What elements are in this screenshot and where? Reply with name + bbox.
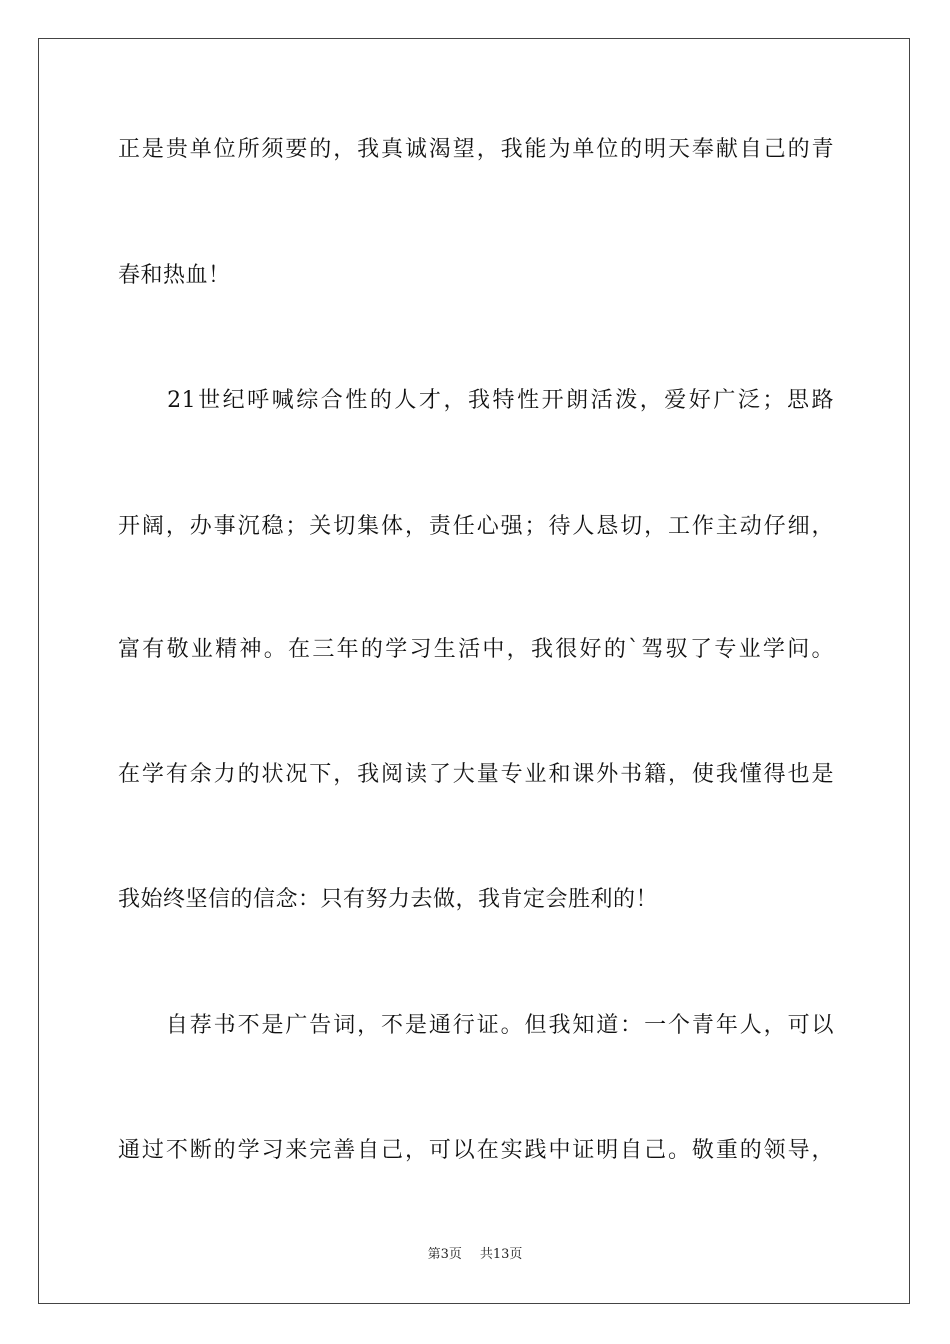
page-total: 共13页 bbox=[479, 1247, 523, 1262]
page-footer bbox=[0, 1246, 950, 1264]
text-line-9: 通过不断的学习来完善自己，可以在实践中证明自己。敬重的领导， bbox=[118, 1138, 834, 1163]
text-line-2: 春和热血！ bbox=[118, 263, 231, 288]
page-number: 第3页 bbox=[427, 1247, 462, 1262]
text-line-3: 21世纪呼喊综合性的人才，我特性开朗活泼，爱好广泛；思路 bbox=[118, 388, 834, 413]
text-line-1: 正是贵单位所须要的，我真诚渴望，我能为单位的明天奉献自己的青 bbox=[118, 137, 834, 162]
text-line-8: 自荐书不是广告词，不是通行证。但我知道：一个青年人，可以 bbox=[118, 1013, 834, 1038]
text-line-7: 我始终坚信的信念：只有努力去做，我肯定会胜利的！ bbox=[118, 887, 659, 912]
page-frame bbox=[38, 38, 910, 1304]
text-line-6: 在学有余力的状况下，我阅读了大量专业和课外书籍，使我懂得也是 bbox=[118, 762, 834, 787]
text-line-4: 开阔，办事沉稳；关切集体，责任心强；待人恳切，工作主动仔细， bbox=[118, 514, 834, 539]
text-line-5: 富有敬业精神。在三年的学习生活中，我很好的`驾驭了专业学问。 bbox=[118, 637, 834, 662]
